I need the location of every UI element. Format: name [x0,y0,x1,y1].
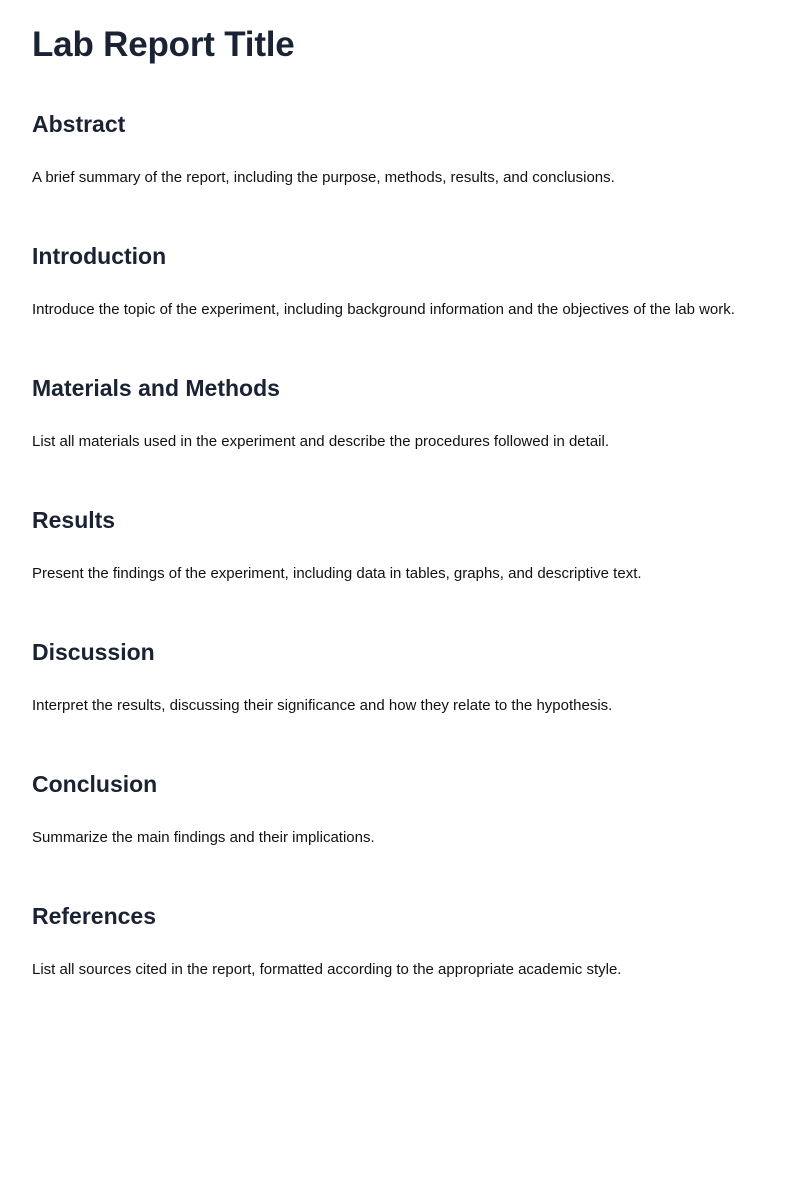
section-body-discussion: Interpret the results, discussing their significance and how they relate to the hypothesis. [32,697,613,714]
section-abstract [32,66,768,192]
section-discussion [32,588,768,720]
section-heading-references: References [32,903,157,929]
section-introduction [32,192,768,324]
section-results [32,456,768,588]
section-materials-and-methods [32,324,768,456]
section-heading-discussion: Discussion [32,639,155,665]
section-heading-results: Results [32,507,116,533]
section-heading-conclusion: Conclusion [32,771,158,797]
section-body-references: List all sources cited in the report, formatted according to the appropriate academic style. [32,961,622,978]
section-conclusion [32,720,768,852]
section-heading-introduction: Introduction [32,243,167,269]
section-body-materials-and-methods: List all materials used in the experiment and describe the procedures followed in detail. [32,433,609,450]
report-title: Lab Report Title [32,25,295,64]
section-body-abstract: A brief summary of the report, including the purpose, methods, results, and conclusions. [32,169,615,186]
section-body-results: Present the findings of the experiment, including data in tables, graphs, and descriptive text. [32,565,642,582]
section-references [32,852,768,984]
section-heading-abstract: Abstract [32,111,126,137]
section-body-conclusion: Summarize the main findings and their implications. [32,829,375,846]
section-heading-materials-and-methods: Materials and Methods [32,375,280,401]
section-body-introduction: Introduce the topic of the experiment, including background information and the objectives of the lab work. [32,301,735,318]
